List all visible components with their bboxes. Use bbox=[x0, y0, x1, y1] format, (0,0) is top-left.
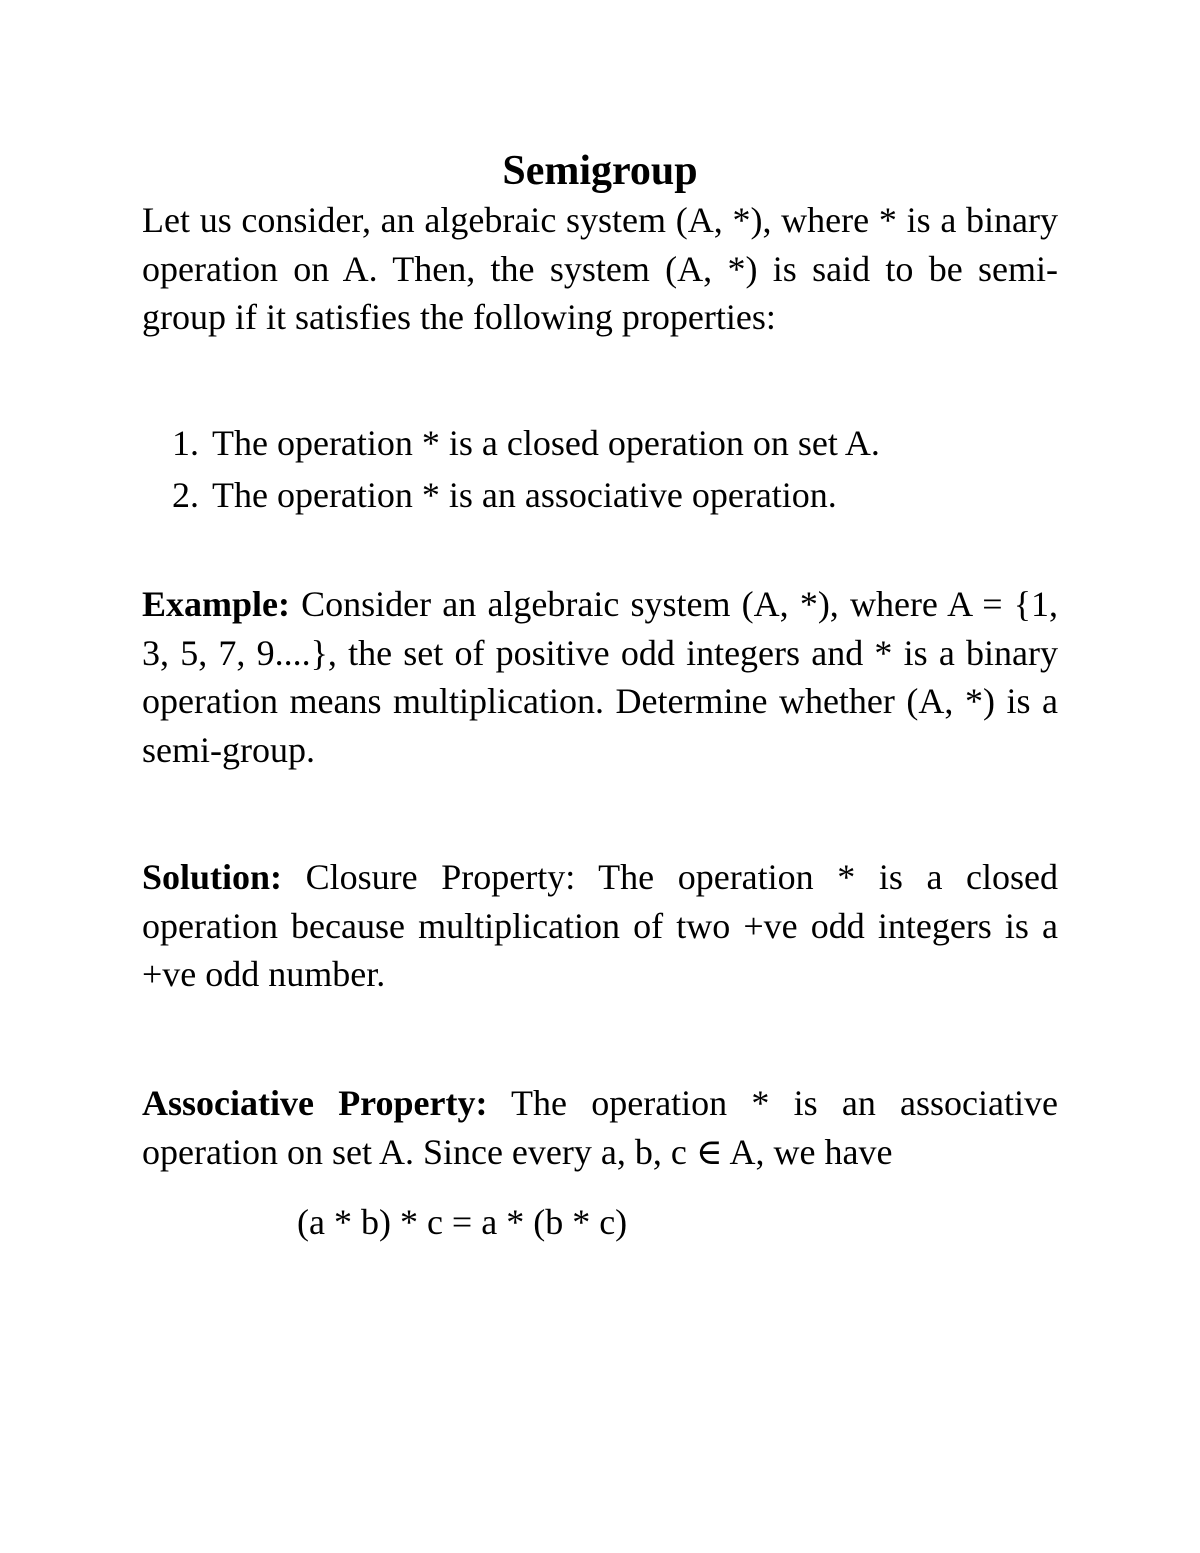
list-item-text: The operation * is an associative operation. bbox=[212, 475, 837, 515]
list-item-text: The operation * is a closed operation on set A. bbox=[212, 423, 880, 463]
list-item-number: 1. bbox=[172, 423, 199, 463]
list-item bbox=[172, 417, 880, 469]
example-label: Example: bbox=[142, 584, 290, 624]
associative-label: Associative Property: bbox=[142, 1083, 488, 1123]
associative-text: The operation * is an associative operation on set A. Since every a, b, c ∈ A, we have bbox=[142, 1083, 1058, 1172]
intro-paragraph: Let us consider, an algebraic system (A, *), where * is a binary operation on A. Then, the system (A, *) is said to be semi-group if it satisfies the following properties: bbox=[142, 200, 1058, 337]
page-title: Semigroup bbox=[502, 148, 698, 194]
example-text: Consider an algebraic system (A, *), where A = {1, 3, 5, 7, 9....}, the set of positive odd integers and * is a binary operation means multiplication. Determine whether (A, *) is a semi-group. bbox=[142, 584, 1058, 770]
associative-paragraph bbox=[142, 1079, 1058, 1176]
properties-list bbox=[172, 417, 880, 521]
associativity-equation: (a * b) * c = a * (b * c) bbox=[297, 1202, 628, 1242]
solution-text: Closure Property: The operation * is a closed operation because multiplication of two +ve odd integers is a +ve odd number. bbox=[142, 857, 1058, 994]
solution-paragraph bbox=[142, 853, 1058, 999]
solution-label: Solution: bbox=[142, 857, 283, 897]
list-item bbox=[172, 469, 880, 521]
example-paragraph bbox=[142, 580, 1058, 774]
list-item-number: 2. bbox=[172, 475, 199, 515]
